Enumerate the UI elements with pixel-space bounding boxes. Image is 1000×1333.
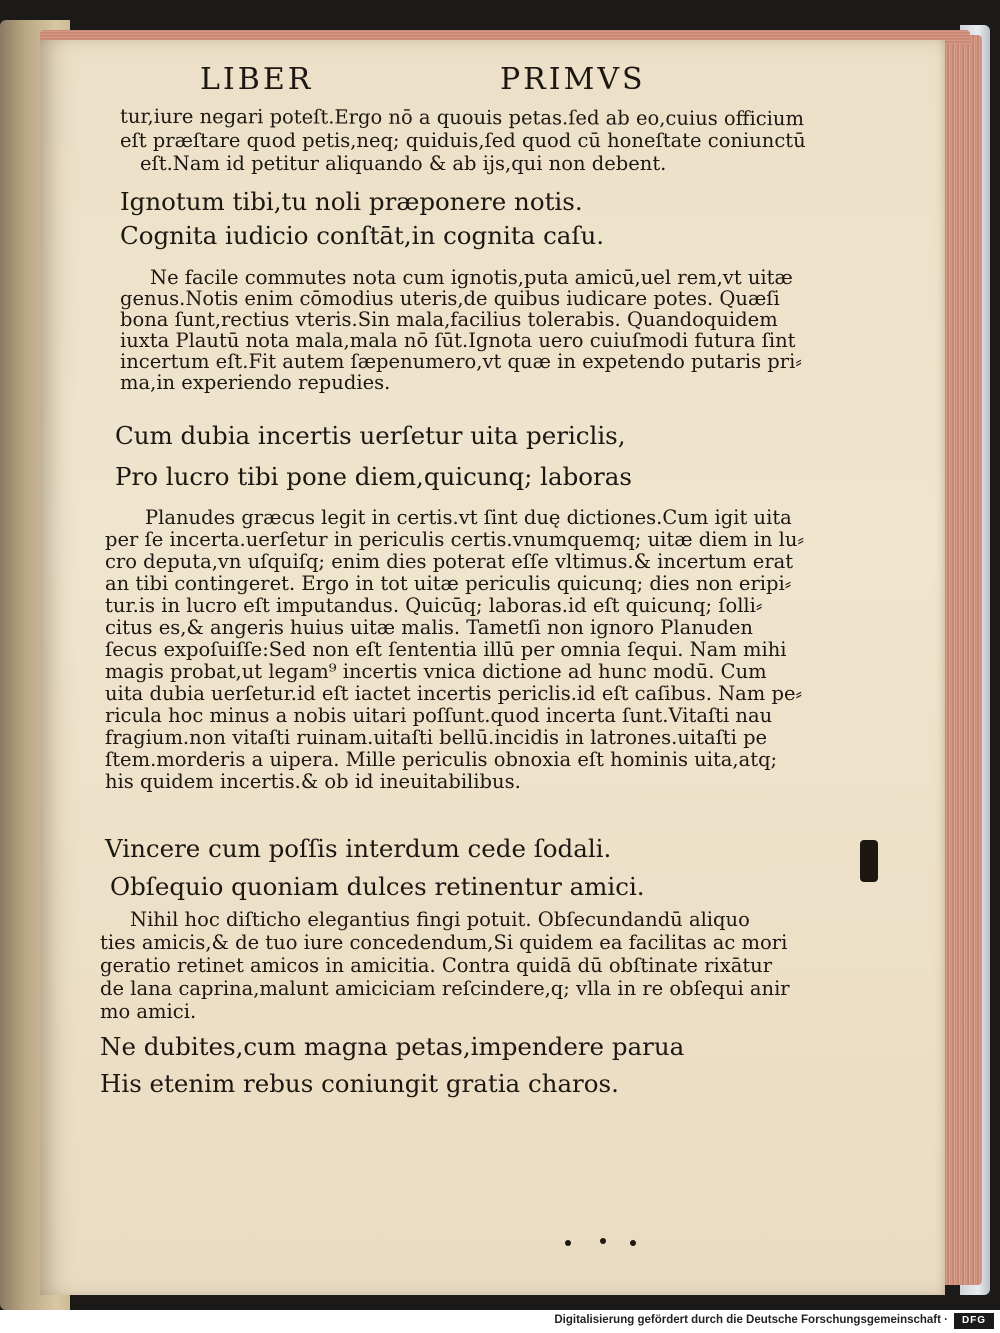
commentary-line: ſtem.morderis a uipera. Mille periculis obnoxia eſt hominis uita,atq; <box>105 748 778 771</box>
commentary-line: ties amicis,& de tuo iure concedendum,Si quidem ea facilitas ac mori <box>100 931 788 954</box>
commentary-line: Ne facile commutes nota cum ignotis,puta amicū,uel rem,vt uitæ <box>150 266 793 289</box>
commentary-line: ſecus expoſuiſſe:Sed non eſt ſententia illū per omnia ſequi. Nam mihi <box>105 638 787 661</box>
commentary-line: uita dubia uerſetur.id eſt iactet incertis periclis.id eſt caſibus. Nam pe⸗ <box>105 682 802 705</box>
commentary-line: cro deputa,vn uſquiſq; enim dies poterat eſſe vltimus.& incertum erat <box>105 550 794 573</box>
ink-dot <box>630 1240 636 1246</box>
commentary-line: genus.Notis enim cōmodius uteris,de quibus iudicare potes. Quæſi <box>120 287 780 310</box>
footer-bar <box>0 1310 1000 1333</box>
commentary-line: citus es,& angeris huius uitæ malis. Tametſi non ignoro Planuden <box>105 616 753 639</box>
verse-line: His etenim rebus coniungit gratia charos. <box>100 1069 619 1098</box>
ink-dot <box>600 1238 606 1244</box>
commentary-line: Nihil hoc diſticho elegantius fingi potuit. Obſecundandū aliquo <box>130 908 750 931</box>
commentary-line: tur.is in lucro eſt imputandus. Quicūq; laboras.id eſt quicunq; ſolli⸗ <box>105 594 763 617</box>
commentary-line: an tibi contingeret. Ergo in tot uitæ periculis quicunq; dies non eripi⸗ <box>105 572 792 595</box>
commentary-line: his quidem incertis.& ob id ineuitabilibus. <box>105 770 521 793</box>
book-page <box>40 40 945 1295</box>
commentary-line: Planudes græcus legit in certis.vt ſint duę dictiones.Cum igit uita <box>145 506 792 529</box>
verse-line: Obſequio quoniam dulces retinentur amici. <box>110 872 645 901</box>
commentary-line: incertum eſt.Fit autem ſæpenumero,vt quæ in expetendo putaris pri⸗ <box>120 350 802 373</box>
dfg-logo: DFG <box>954 1313 994 1329</box>
ink-blot <box>860 840 878 882</box>
verse-line: Cognita iudicio conſtāt,in cognita caſu. <box>120 221 605 250</box>
commentary-line: ricula hoc minus a nobis uitari poſſunt.quod incerta ſunt.Vitaſti nau <box>105 704 773 727</box>
commentary-line: fragium.non vitaſti ruinam.uitaſti bellū.incidis in latrones.uitaſti pe <box>105 726 768 749</box>
running-head-left: LIBER <box>200 62 314 97</box>
verse-line: Pro lucro tibi pone diem,quicunq; laboras <box>115 462 632 491</box>
intro-line: eſt.Nam id petitur aliquando & ab ijs,qui non debent. <box>140 152 667 175</box>
commentary-line: magis probat,ut legam⁹ incertis vnica dictione ad hunc modū. Cum <box>105 660 767 683</box>
commentary-line: ma,in experiendo repudies. <box>120 371 391 394</box>
commentary-line: de lana caprina,malunt amiciciam reſcindere,q; vlla in re obſequi anir <box>100 977 790 1000</box>
intro-line: eſt præſtare quod petis,neq; quiduis,ſed quod cū honeſtate coniunctū <box>120 129 806 152</box>
running-head <box>200 62 670 102</box>
verse-line: Ne dubites,cum magna petas,impendere parua <box>100 1032 685 1061</box>
commentary-line: bona ſunt,rectius vteris.Sin mala,facilius tolerabis. Quandoquidem <box>120 308 778 331</box>
commentary-line: geratio retinet amicos in amicitia. Contra quidā dū obſtinate rixātur <box>100 954 773 977</box>
funding-credit: Digitalisierung gefördert durch die Deutsche Forschungsgemeinschaft · <box>554 1314 948 1326</box>
commentary-line: iuxta Plautū nota mala,mala nō ſūt.Ignota uero cuiuſmodi futura ſint <box>120 329 796 352</box>
commentary-line: per ſe incerta.uerſetur in periculis certis.vnumquemq; uitæ diem in lu⸗ <box>105 528 804 551</box>
running-head-right: PRIMVS <box>500 62 646 97</box>
commentary-line: mo amici. <box>100 1000 197 1023</box>
verse-line: Vincere cum poſſis interdum cede ſodali. <box>105 834 612 863</box>
ink-dot <box>565 1240 571 1246</box>
verse-line: Cum dubia incertis uerſetur uita periclis, <box>115 421 626 450</box>
verse-line: Ignotum tibi,tu noli præponere notis. <box>120 187 583 216</box>
intro-line: tur,iure negari poteſt.Ergo nō a quouis petas.ſed ab eo,cuius officium <box>119 104 805 131</box>
